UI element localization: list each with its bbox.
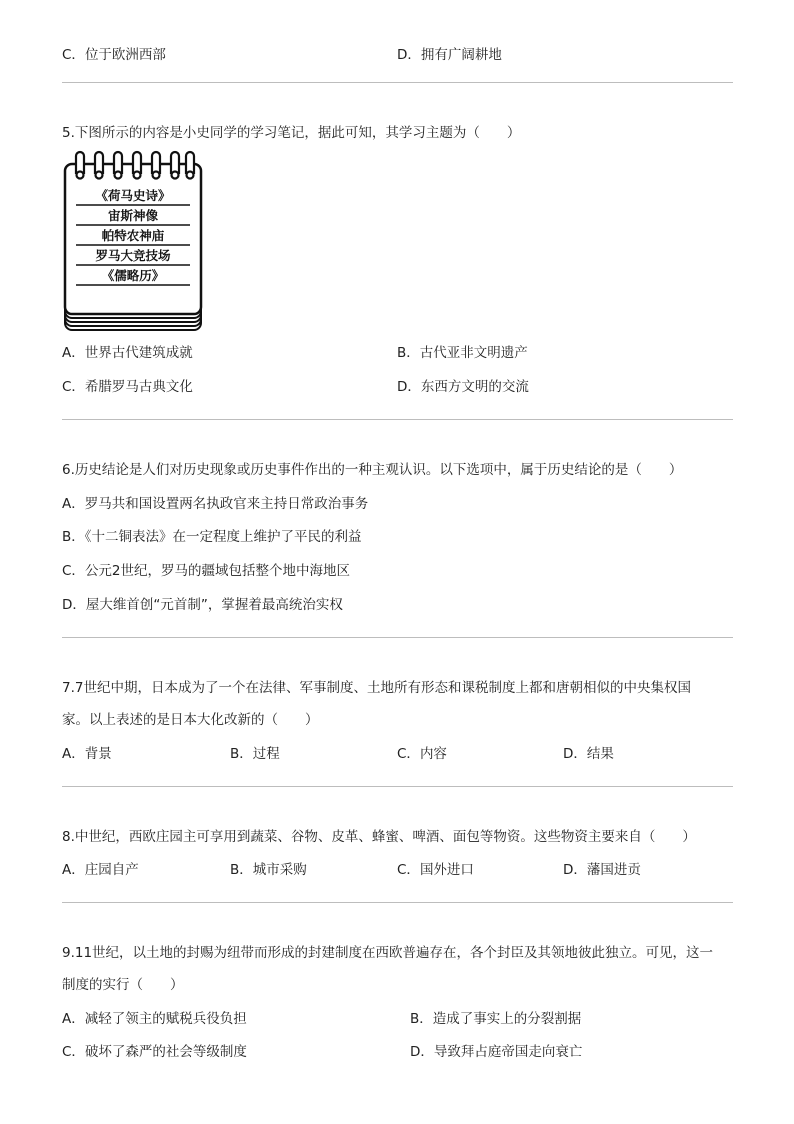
option-text: 屋大维首创“元首制”，掌握着最高统治实权 [85, 597, 343, 613]
option-text: 国外进口 [419, 862, 474, 878]
option-letter: C． [62, 1044, 85, 1060]
option-letter: D． [563, 862, 587, 878]
q8-stem: 8.中世纪，西欧庄园主可享用到蔬菜、谷物、皮革、蜂蜜、啤酒、面包等物资。这些物资主要来自（ ） [62, 829, 696, 845]
q6-option-b[interactable] [62, 528, 362, 546]
option-letter: C． [62, 47, 85, 63]
option-text: 公元2世纪，罗马的疆域包括整个地中海地区 [84, 563, 351, 579]
option-text: 城市采购 [252, 862, 307, 878]
option-letter: B． [410, 1011, 433, 1027]
q9-stem-line2: 制度的实行（ ） [62, 977, 184, 993]
option-text: 藩国进贡 [586, 862, 641, 878]
option-text: 背景 [84, 746, 112, 762]
divider [62, 637, 733, 638]
option-text: 拥有广阔耕地 [420, 47, 502, 63]
note-line-2: 宙斯神像 [107, 208, 159, 223]
q4-option-c[interactable] [62, 46, 166, 64]
option-text: 罗马共和国设置两名执政官来主持日常政治事务 [84, 496, 369, 512]
q6-option-a[interactable] [62, 495, 368, 513]
option-letter: C． [62, 379, 85, 395]
q8-option-a[interactable] [62, 861, 139, 879]
option-text: 导致拜占庭帝国走向衰亡 [433, 1044, 583, 1060]
option-letter: A． [62, 496, 85, 512]
option-text: 《十二铜表法》在一定程度上维护了平民的利益 [84, 529, 362, 545]
option-text: 内容 [419, 746, 447, 762]
option-text: 世界古代建筑成就 [84, 345, 193, 361]
option-letter: A． [62, 746, 85, 762]
q9-stem-line1: 9.11世纪，以土地的封赐为纽带而形成的封建制度在西欧普遍存在，各个封臣及其领地彼此独立。可见，这一 [62, 945, 714, 961]
option-letter: B． [230, 746, 253, 762]
option-text: 过程 [252, 746, 280, 762]
divider [62, 786, 733, 787]
option-text: 希腊罗马古典文化 [84, 379, 193, 395]
q7-stem-line2: 家。以上表述的是日本大化改新的（ ） [62, 712, 319, 728]
q5-option-b[interactable] [397, 344, 528, 362]
option-text: 破坏了森严的社会等级制度 [84, 1044, 247, 1060]
option-letter: C． [397, 746, 420, 762]
q5-option-c[interactable] [62, 378, 193, 396]
option-letter: A． [62, 862, 85, 878]
q7-stem-line1: 7.7世纪中期，日本成为了一个在法律、军事制度、土地所有形态和课税制度上都和唐朝相似的中央集权国 [62, 680, 691, 696]
option-text: 东西方文明的交流 [420, 379, 529, 395]
q5-option-d[interactable] [397, 378, 529, 396]
option-letter: D． [410, 1044, 434, 1060]
divider [62, 419, 733, 420]
q7-option-c[interactable] [397, 745, 447, 763]
option-letter: D． [397, 379, 421, 395]
notebook-illustration [62, 150, 206, 336]
option-letter: D． [62, 597, 86, 613]
option-letter: B． [62, 529, 85, 545]
q6-stem: 6.历史结论是人们对历史现象或历史事件作出的一种主观认识。以下选项中，属于历史结论的是（ ） [62, 462, 683, 478]
option-text: 造成了事实上的分裂割据 [432, 1011, 582, 1027]
option-letter: A． [62, 345, 85, 361]
option-text: 庄园自产 [84, 862, 139, 878]
q6-option-d[interactable] [62, 596, 343, 614]
q8-option-d[interactable] [563, 861, 641, 879]
q8-option-c[interactable] [397, 861, 474, 879]
note-line-3: 帕特农神庙 [101, 228, 165, 243]
option-text: 位于欧洲西部 [84, 47, 166, 63]
q7-option-d[interactable] [563, 745, 614, 763]
option-letter: D． [563, 746, 587, 762]
q9-option-b[interactable] [410, 1010, 581, 1028]
option-text: 结果 [586, 746, 614, 762]
q9-option-a[interactable] [62, 1010, 247, 1028]
q7-option-b[interactable] [230, 745, 280, 763]
q4-option-d[interactable] [397, 46, 502, 64]
divider [62, 82, 733, 83]
note-line-1: 《荷马史诗》 [95, 188, 171, 203]
option-text: 减轻了领主的赋税兵役负担 [84, 1011, 247, 1027]
option-letter: C． [397, 862, 420, 878]
option-letter: B． [397, 345, 420, 361]
q8-option-b[interactable] [230, 861, 307, 879]
q5-option-a[interactable] [62, 344, 193, 362]
q7-option-a[interactable] [62, 745, 112, 763]
option-letter: B． [230, 862, 253, 878]
q9-option-c[interactable] [62, 1043, 247, 1061]
divider [62, 902, 733, 903]
note-line-5: 《儒略历》 [101, 268, 165, 283]
q5-stem: 5.下图所示的内容是小史同学的学习笔记，据此可知，其学习主题为（ ） [62, 125, 521, 141]
option-letter: D． [397, 47, 421, 63]
note-line-4: 罗马大竞技场 [95, 248, 171, 263]
option-letter: A． [62, 1011, 85, 1027]
option-text: 古代亚非文明遗产 [419, 345, 528, 361]
q6-option-c[interactable] [62, 562, 350, 580]
q9-option-d[interactable] [410, 1043, 582, 1061]
option-letter: C． [62, 563, 85, 579]
